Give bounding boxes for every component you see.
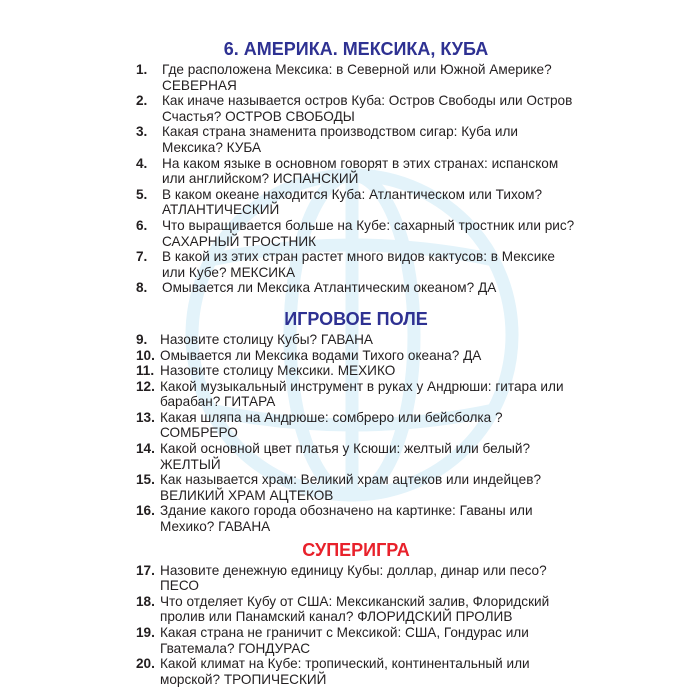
question-text: Здание какого города обозначено на картинке: Гаваны или Мехико? ГАВАНА: [160, 503, 533, 535]
question-16: [136, 503, 576, 534]
question-text: Омывается ли Мексика водами Тихого океана? ДА: [160, 347, 482, 363]
question-14: [136, 441, 576, 472]
question-number: 10.: [136, 347, 155, 363]
question-8: [136, 280, 576, 296]
section-title-america: 6. АМЕРИКА. МЕКСИКА, КУБА: [223, 39, 489, 59]
question-5: [136, 187, 576, 218]
question-text: Омывается ли Мексика Атлантическим океаном? ДА: [162, 280, 497, 296]
question-text: Что выращивается больше на Кубе: сахарный тростник или рис? САХАРНЫЙ ТРОСТНИК: [162, 217, 575, 249]
question-text: На каком языке в основном говорят в этих странах: испанском или английском? ИСПАНСКИЙ: [162, 155, 559, 187]
question-text: Какой основной цвет платья у Ксюши: желтый или белый? ЖЕЛТЫЙ: [160, 441, 531, 472]
question-number: 2.: [136, 93, 148, 109]
question-number: 5.: [136, 186, 148, 202]
question-number: 6.: [136, 217, 148, 233]
question-11: [136, 363, 576, 379]
question-6: [136, 218, 576, 249]
question-9: [136, 332, 576, 348]
question-text: Назовите столицу Мексики. МЕХИКО: [160, 363, 396, 379]
question-7: [136, 249, 576, 280]
question-number: 12.: [136, 378, 155, 394]
question-number: 11.: [136, 363, 155, 379]
question-18: [136, 594, 576, 625]
question-text: Что отделяет Кубу от США: Мексиканский залив, Флоридский пролив или Панамский канал? ФЛОРИДСКИЙ ПРОЛИВ: [160, 593, 550, 625]
question-20: [136, 656, 576, 687]
question-text: В каком океане находится Куба: Атлантическом или Тихом? АТЛАНТИЧЕСКИЙ: [162, 186, 543, 218]
section-supergame: [136, 539, 576, 688]
quiz-page: [136, 38, 576, 687]
question-text: Назовите денежную единицу Кубы: доллар, динар или песо? ПЕСО: [160, 562, 547, 594]
question-4: [136, 156, 576, 187]
section-title-supergame: СУПЕРИГРА: [302, 539, 410, 560]
question-1: [136, 62, 576, 93]
question-2: [136, 93, 576, 124]
question-number: 9.: [136, 331, 148, 347]
question-number: 19.: [136, 625, 155, 640]
question-3: [136, 124, 576, 155]
question-text: Какой климат на Кубе: тропический, континентальный или морской? ТРОПИЧЕСКИЙ: [160, 656, 530, 687]
section-game-field: [136, 308, 576, 535]
question-text: Как называется храм: Великий храм ацтеков или индейцев? ВЕЛИКИЙ ХРАМ АЦТЕКОВ: [160, 472, 542, 503]
section-title-game-field: ИГРОВОЕ ПОЛЕ: [284, 308, 428, 329]
question-number: 15.: [136, 472, 155, 488]
question-text: Какая страна не граничит с Мексикой: США, Гондурас или Гватемала? ГОНДУРАС: [160, 625, 529, 656]
question-13: [136, 410, 576, 441]
question-text: Какая шляпа на Андрюше: сомбреро или бейсболка ? СОМБРЕРО: [160, 409, 503, 441]
question-15: [136, 472, 576, 503]
question-text: Где расположена Мексика: в Северной или Южной Америке? СЕВЕРНАЯ: [162, 62, 552, 93]
question-text: Как иначе называется остров Куба: Остров Свободы или Остров Счастья? ОСТРОВ СВОБОДЫ: [162, 93, 573, 124]
question-17: [136, 563, 576, 594]
question-text: В какой из этих стран растет много видов кактусов: в Мексике или Кубе? МЕКСИКА: [162, 249, 555, 280]
question-number: 13.: [136, 409, 155, 425]
question-number: 20.: [136, 656, 155, 672]
question-number: 7.: [136, 249, 148, 265]
question-number: 8.: [136, 280, 148, 296]
question-text: Назовите столицу Кубы? ГАВАНА: [160, 331, 373, 347]
question-12: [136, 379, 576, 410]
question-number: 18.: [136, 593, 155, 609]
question-number: 4.: [136, 155, 148, 171]
question-number: 3.: [136, 124, 148, 140]
question-10: [136, 348, 576, 364]
question-number: 1.: [136, 62, 148, 77]
question-number: 16.: [136, 503, 155, 519]
question-19: [136, 625, 576, 656]
section-america: [136, 38, 576, 296]
question-text: Какая страна знаменита производством сигар: Куба или Мексика? КУБА: [162, 124, 518, 155]
question-number: 17.: [136, 562, 155, 578]
question-number: 14.: [136, 441, 155, 457]
question-text: Какой музыкальный инструмент в руках у Андрюши: гитара или барабан? ГИТАРА: [160, 378, 564, 410]
